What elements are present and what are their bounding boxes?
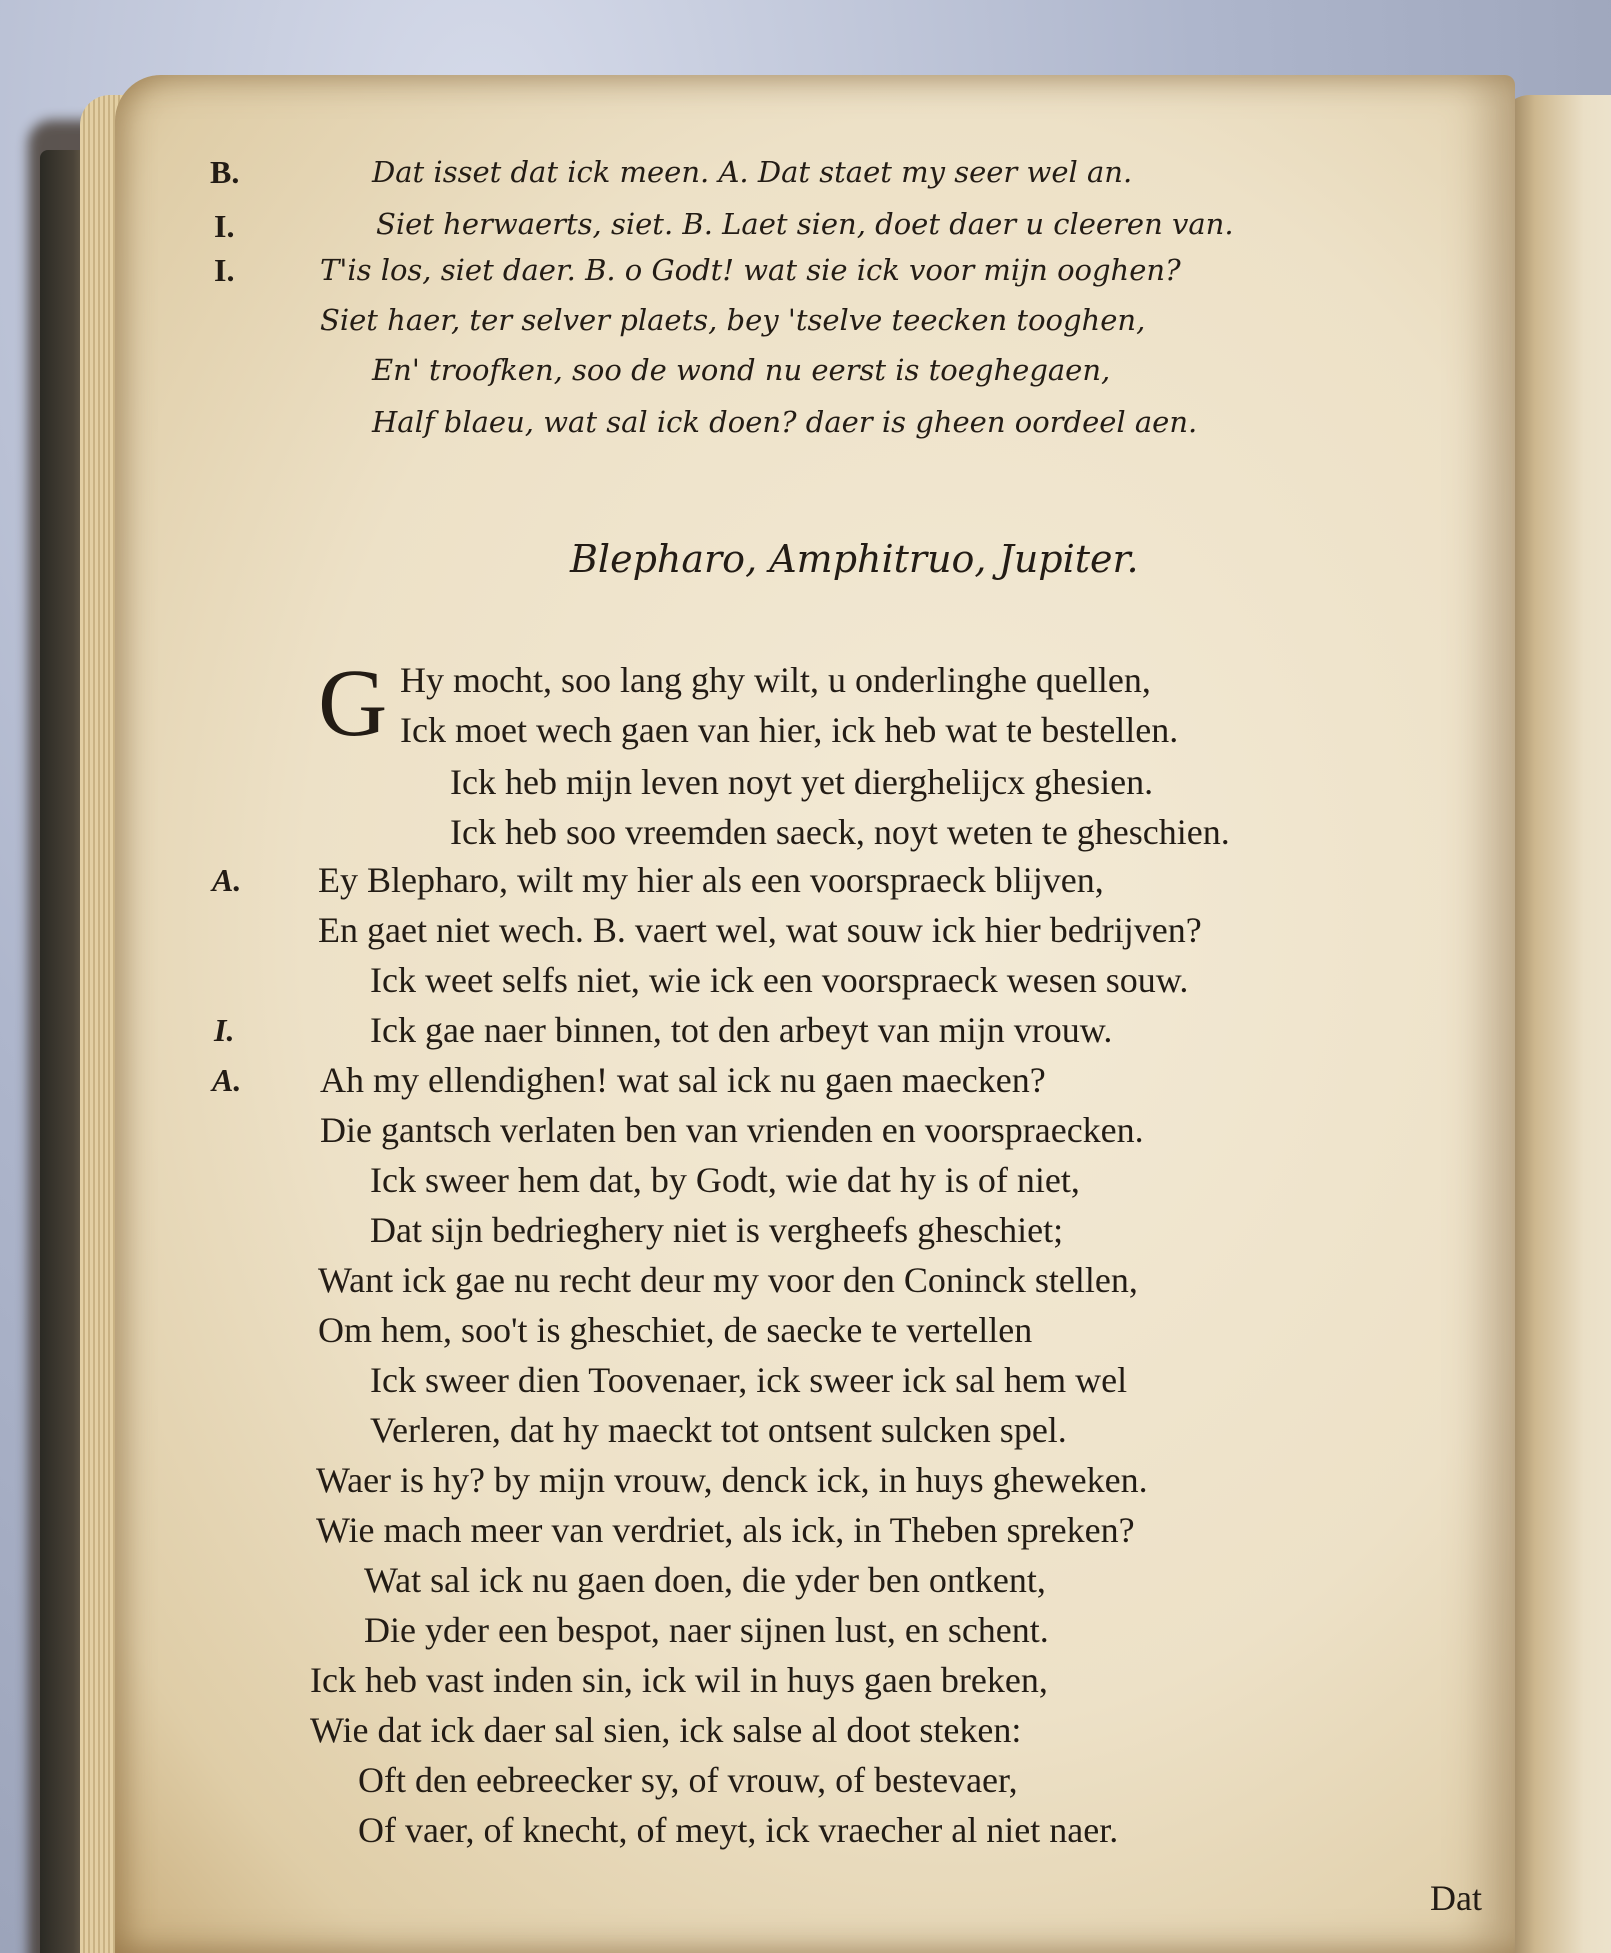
verse-line: Oft den eebreecker sy, of vrouw, of bestevaer, <box>358 1760 1018 1800</box>
verse-line: Ick heb soo vreemden saeck, noyt weten te gheschien. <box>450 812 1230 852</box>
verse-line: Wat sal ick nu gaen doen, die yder ben ontkent, <box>364 1560 1046 1600</box>
verse-line: Verleren, dat hy maeckt tot ontsent sulcken spel. <box>370 1410 1067 1450</box>
speaker-mark: B. <box>210 154 240 190</box>
drop-cap: G <box>318 649 388 756</box>
speaker-mark: A. <box>212 1062 242 1098</box>
verse-line: Ick moet wech gaen van hier, ick heb wat te bestellen. <box>400 710 1179 750</box>
verse-line: Half blaeu, wat sal ick doen? daer is gheen oordeel aen. <box>372 405 1198 439</box>
verse-line: Om hem, soo't is gheschiet, de saecke te vertellen <box>318 1310 1033 1350</box>
verse-line: Ah my ellendighen! wat sal ick nu gaen maecken? <box>320 1060 1046 1100</box>
verse-line: Want ick gae nu recht deur my voor den Coninck stellen, <box>318 1260 1138 1300</box>
scene-heading: Blepharo, Amphitruo, Jupiter. <box>570 537 1139 581</box>
verse-line: Of vaer, of knecht, of meyt, ick vraecher al niet naer. <box>358 1810 1119 1850</box>
verse-line: Ick sweer dien Toovenaer, ick sweer ick sal hem wel <box>370 1360 1128 1400</box>
speaker-mark: I. <box>214 1012 235 1048</box>
verse-line: Waer is hy? by mijn vrouw, denck ick, in huys gheweken. <box>316 1460 1148 1500</box>
speaker-mark: A. <box>212 862 242 898</box>
verse-line: Ey Blepharo, wilt my hier als een voorspraeck blijven, <box>318 860 1104 900</box>
verse-line: Wie dat ick daer sal sien, ick salse al doot steken: <box>310 1710 1022 1750</box>
catchword: Dat <box>1430 1878 1482 1918</box>
verse-line: Ick heb vast inden sin, ick wil in huys gaen breken, <box>310 1660 1048 1700</box>
verse-line: Dat isset dat ick meen. A. Dat staet my seer wel an. <box>372 155 1133 189</box>
verse-line: En' troofken, soo de wond nu eerst is toeghegaen, <box>372 353 1111 387</box>
verse-line: Ick heb mijn leven noyt yet dierghelijcx ghesien. <box>450 762 1154 802</box>
verse-line: Wie mach meer van verdriet, als ick, in Theben spreken? <box>316 1510 1135 1550</box>
verse-line: T'is los, siet daer. B. o Godt! wat sie ick voor mijn ooghen? <box>320 253 1181 287</box>
speaker-mark: I. <box>214 252 235 288</box>
verse-line: Siet haer, ter selver plaets, bey 'tselve teecken tooghen, <box>320 303 1146 337</box>
verse-line: Siet herwaerts, siet. B. Laet sien, doet daer u cleeren van. <box>376 207 1234 241</box>
verse-line: En gaet niet wech. B. vaert wel, wat souw ick hier bedrijven? <box>318 910 1202 950</box>
verse-line: Dat sijn bedrieghery niet is vergheefs gheschiet; <box>370 1210 1064 1250</box>
verse-line: Die gantsch verlaten ben van vrienden en voorspraecken. <box>320 1110 1144 1150</box>
verse-line: Die yder een bespot, naer sijnen lust, en schent. <box>364 1610 1049 1650</box>
verse-line: Ick gae naer binnen, tot den arbeyt van mijn vrouw. <box>370 1010 1113 1050</box>
verse-line: Hy mocht, soo lang ghy wilt, u onderlinghe quellen, <box>400 660 1151 700</box>
speaker-mark: I. <box>214 208 235 244</box>
verse-line: Ick sweer hem dat, by Godt, wie dat hy is of niet, <box>370 1160 1080 1200</box>
verse-line: Ick weet selfs niet, wie ick een voorspraeck wesen souw. <box>370 960 1189 1000</box>
